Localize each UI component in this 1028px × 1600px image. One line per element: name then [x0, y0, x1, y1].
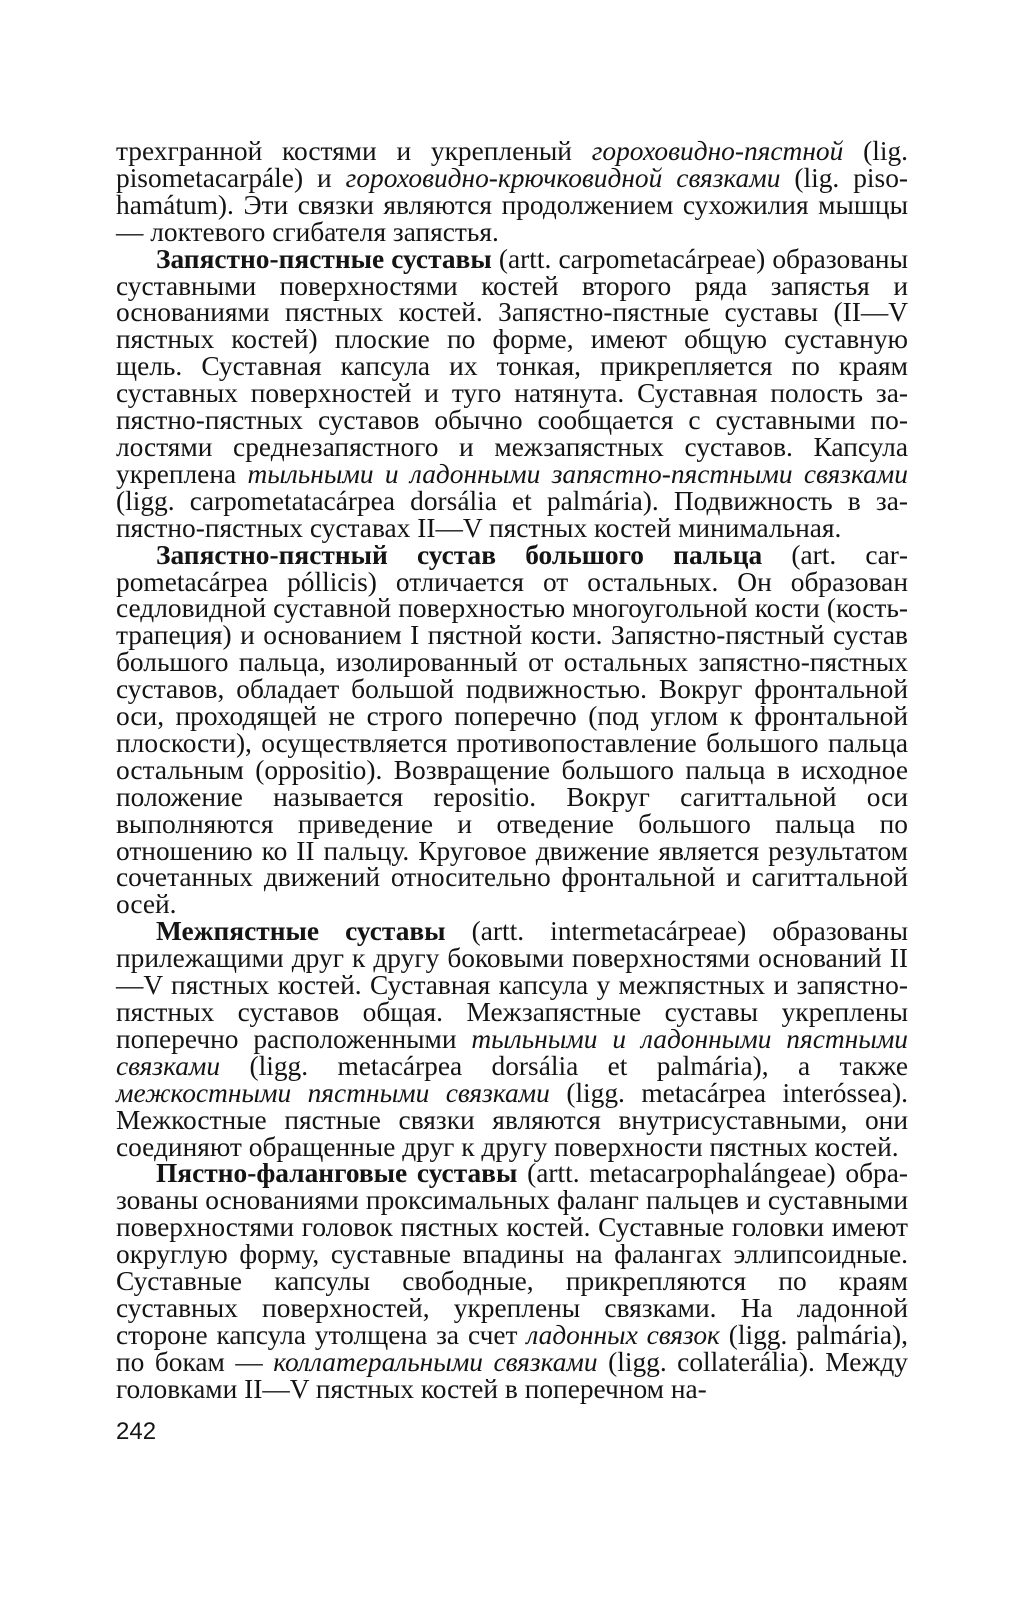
text-segment: (artt. intermetacárpeae) образованы прилежащими друг к другу боковыми поверхностями оснований II—V пястных костей. Суставная капсула у межпястных и запястно-пястных суставов общая. Межзапястные суставы укреплены поперечно расположенными	[116, 916, 908, 1054]
text-segment: (ligg. carpometatacárpea dorsália et palmária). Подвижность в запястно-пястных суставах II—V пястных костей минимальная.	[116, 485, 908, 543]
italic-term-segment: межкостными пястными связками	[116, 1077, 550, 1108]
term-segment: Запястно-пястные суставы	[156, 243, 492, 274]
text-segment: (ligg. metacárpea dorsália et palmária), а также	[220, 1050, 908, 1081]
page-number: 242	[116, 1418, 157, 1445]
text-segment: трехгранной костями и укрепленый	[116, 136, 592, 166]
italic-term-segment: гороховидно-пястной	[591, 136, 844, 166]
paragraph-metacarpophalangeal-joints	[116, 1160, 908, 1402]
page-body	[116, 138, 908, 1403]
paragraph-carpometacarpal-joints	[116, 243, 908, 543]
text-segment: (ligg. collaterália). Между головками II—V пястных костей в поперечном на-	[116, 1346, 909, 1404]
paragraph-intro	[116, 138, 908, 246]
term-segment: Межпястные суставы	[156, 916, 446, 947]
paragraph-thumb-carpometacarpal-joint	[116, 539, 908, 920]
term-segment: Пястно-фаланговые суставы	[156, 1158, 518, 1189]
italic-term-segment: тыльными и ладонными пястными связками	[116, 1023, 908, 1081]
italic-term-segment: тыльными и ладонными запястно-пястными связками	[247, 458, 908, 489]
text-segment: (lig. pisohamátum). Эти связки являются продолжением сухожилия мышцы — локтевого сгибателя запястья.	[116, 162, 909, 247]
text-segment: (artt. carpometacárpeae) образованы суставными поверхностями костей второго ряда запястья и основаниями пястных костей. Запястно-пястные суставы (II—V пястных костей) плоские по форме, имеют общую суставную щель. Суставная капсула их тонкая, прикрепляется по краям суставных поверхностей и туго натянута. Суставная полость запястно-пястных суставов обычно сообщается с суставными полостями среднезапястного и межзапястных суставов. Капсула укреплена	[116, 243, 908, 489]
text-segment: (art. carpometacárpea póllicis) отличается от остальных. Он образован седловидной суставной поверхностью многоугольной кости (кость-трапеция) и основанием I пястной кости. Запястно-пястный сустав большого пальца, изолированный от остальных запястно-пястных суставов, обладает большой подвижностью. Вокруг фронтальной оси, проходящей не строго поперечно (под углом к фронтальной плоскости), осуществляется противопоставление большого пальца остальным (oppositio). Возвращение большого пальца в исходное положение называется repositio. Вокруг сагиттальной оси выполняются приведение и отведение большого пальца по отношению ко II пальцу. Круговое движение является результатом сочетанных движений относительно фронтальной и сагиттальной осей.	[116, 539, 908, 920]
term-segment: Запястно-пястный сустав большого пальца	[156, 539, 763, 570]
italic-term-segment: коллатеральными связками	[273, 1346, 598, 1377]
text-segment: (lig. pisometacarpále) и	[116, 136, 908, 193]
text-segment: (ligg. palmária), по бокам —	[116, 1319, 908, 1377]
italic-term-segment: ладонных связок	[526, 1319, 720, 1350]
paragraph-intermetacarpal-joints	[116, 918, 908, 1160]
text-segment: (ligg. metacárpea interóssea). Межкостные пястные связки являются внутрисуставными, они соединяют обращенные друг к другу поверхности пястных костей.	[116, 1077, 908, 1162]
text-segment: (artt. metacarpophalángeae) образованы основаниями проксимальных фаланг пальцев и суставными поверхностями головок пястных костей. Суставные головки имеют округлую форму, суставные впадины на фалангах эллипсоидные. Суставные капсулы свободные, прикрепляются по краям суставных поверхностей, укреплены связками. На ладонной стороне капсула утолщена за счет	[116, 1158, 908, 1350]
italic-term-segment: гороховидно-крючковидной связками	[345, 162, 781, 193]
